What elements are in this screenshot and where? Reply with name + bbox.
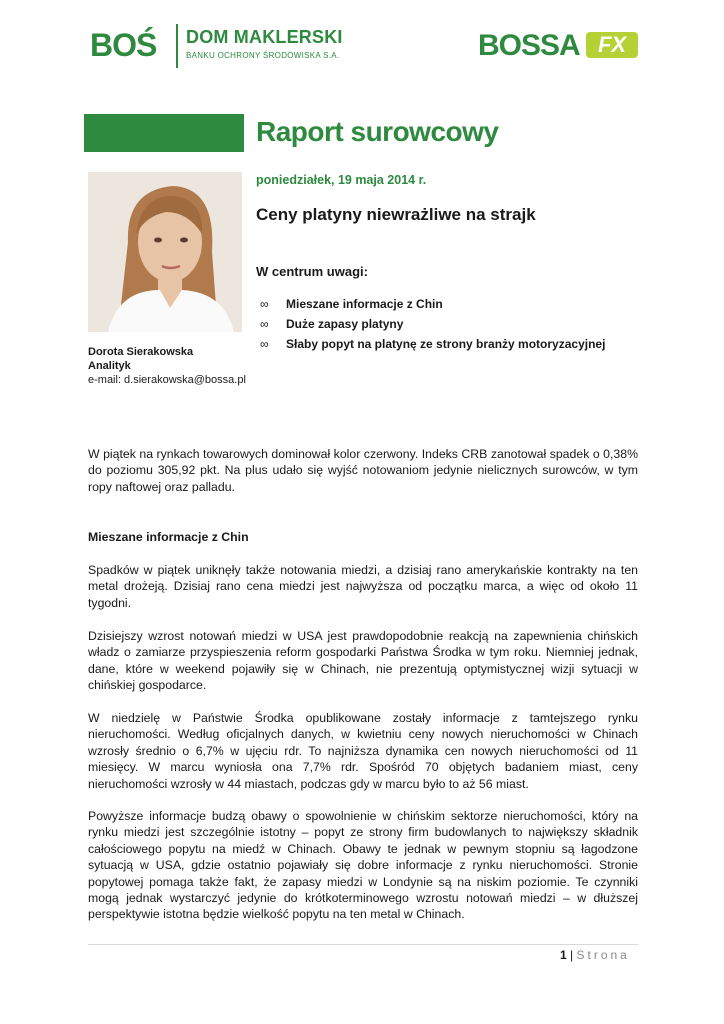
list-item: ∞ Słaby popyt na platynę ze strony branży motoryzacyjnej xyxy=(260,334,605,354)
analyst-name: Dorota Sierakowska xyxy=(88,346,194,358)
infinity-bullet-icon: ∞ xyxy=(260,297,269,311)
section-heading: Mieszane informacje z Chin xyxy=(88,530,249,544)
paragraph-2: Dzisiejszy wzrost notowań miedzi w USA jest prawdopodobnie reakcją na zapewnienia chińskich władz o zamiarze przyspieszenia reform gospodarki Państwa Środka w tym roku. Niemniej jednak, dane, które w weekend pojawiły się w Chinach, nie prezentują optymistycznej wizji sytuacji w chińskiej gospodarce. xyxy=(88,629,638,693)
infinity-bullet-icon: ∞ xyxy=(260,317,269,331)
paragraph-4: Powyższe informacje budzą obawy o spowolnienie w chińskim sektorze nieruchomości, który na rynku miedzi jest szczególnie istotny – popyt ze strony firm budowlanych to największy składnik całościowego popytu na miedź w Chinach. Obawy te jednak w pewnym stopniu są łagodzone sytuacją w USA, gdzie ostatnio pojawiały się dobre informacje z rynku nieruchomości. Stronie popytowej pomaga także fakt, że zapasy miedzi w Londynie są na niskim poziomie. Te czynniki mogą jednak wystarczyć jedynie do krótkoterminowego wzrostu notowań miedzi – w dłuższej perspektywie istotna będzie wielkość popytu na ten metal w Chinach. xyxy=(88,809,638,922)
analyst-email[interactable]: e-mail: d.sierakowska@bossa.pl xyxy=(88,374,246,386)
fx-logo: FX xyxy=(586,32,638,58)
analyst-role: Analityk xyxy=(88,360,131,372)
analyst-portrait-icon xyxy=(88,172,242,332)
footer-divider xyxy=(88,944,638,945)
report-headline: Ceny platyny niewrażliwe na strajk xyxy=(256,205,536,224)
analyst-photo xyxy=(88,172,242,332)
footer-separator: | xyxy=(570,948,574,962)
focus-heading: W centrum uwagi: xyxy=(256,264,368,279)
intro-paragraph: W piątek na rynkach towarowych dominował kolor czerwony. Indeks CRB zanotował spadek o 0,38% do poziomu 305,92 pkt. Na plus udało się wyjść notowaniom jedynie nielicznych surowców, w tym ropy naftowej oraz palladu. xyxy=(88,447,638,494)
page-number: 1 xyxy=(560,948,567,962)
logo-divider xyxy=(176,24,178,68)
paragraph-1: Spadków w piątek uniknęły także notowania miedzi, a dzisiaj rano amerykańskie kontrakty na ten metal drożeją. Dzisiaj rano cena miedzi jest najwyższa od początku marca, a więc od około 11 tygodni. xyxy=(88,563,638,610)
title-accent-bar xyxy=(84,114,244,152)
page-footer xyxy=(560,948,630,962)
paragraph-3: W niedzielę w Państwie Środka opublikowane zostały informacje z tamtejszego rynku nieruchomości. Według oficjalnych danych, w kwietniu ceny nowych nieruchomości w Chinach wzrosły średnio o 6,7% w ujęciu rdr. To najniższa dynamika cen nowych nieruchomości od 11 miesięcy. W marcu wyniosła ona 7,7% rdr. Spośród 70 objętych badaniem miast, ceny nieruchomości wzrosły w 44 miastach, podczas gdy w marcu było to aż 56 miast. xyxy=(88,711,638,791)
infinity-bullet-icon: ∞ xyxy=(260,337,269,351)
report-date: poniedziałek, 19 maja 2014 r. xyxy=(256,173,427,187)
focus-list xyxy=(260,294,605,354)
dm-subtitle: BANKU OCHRONY ŚRODOWISKA S.A. xyxy=(186,51,340,60)
list-item: ∞ Duże zapasy platyny xyxy=(260,314,605,334)
bos-logo-text: BOŚ xyxy=(90,27,157,63)
list-item: ∞ Mieszane informacje z Chin xyxy=(260,294,605,314)
report-title: Raport surowcowy xyxy=(256,116,499,147)
bossa-logo: BOSSA xyxy=(478,29,580,62)
page-label: Strona xyxy=(576,948,630,962)
dm-title: DOM MAKLERSKI xyxy=(186,27,343,47)
